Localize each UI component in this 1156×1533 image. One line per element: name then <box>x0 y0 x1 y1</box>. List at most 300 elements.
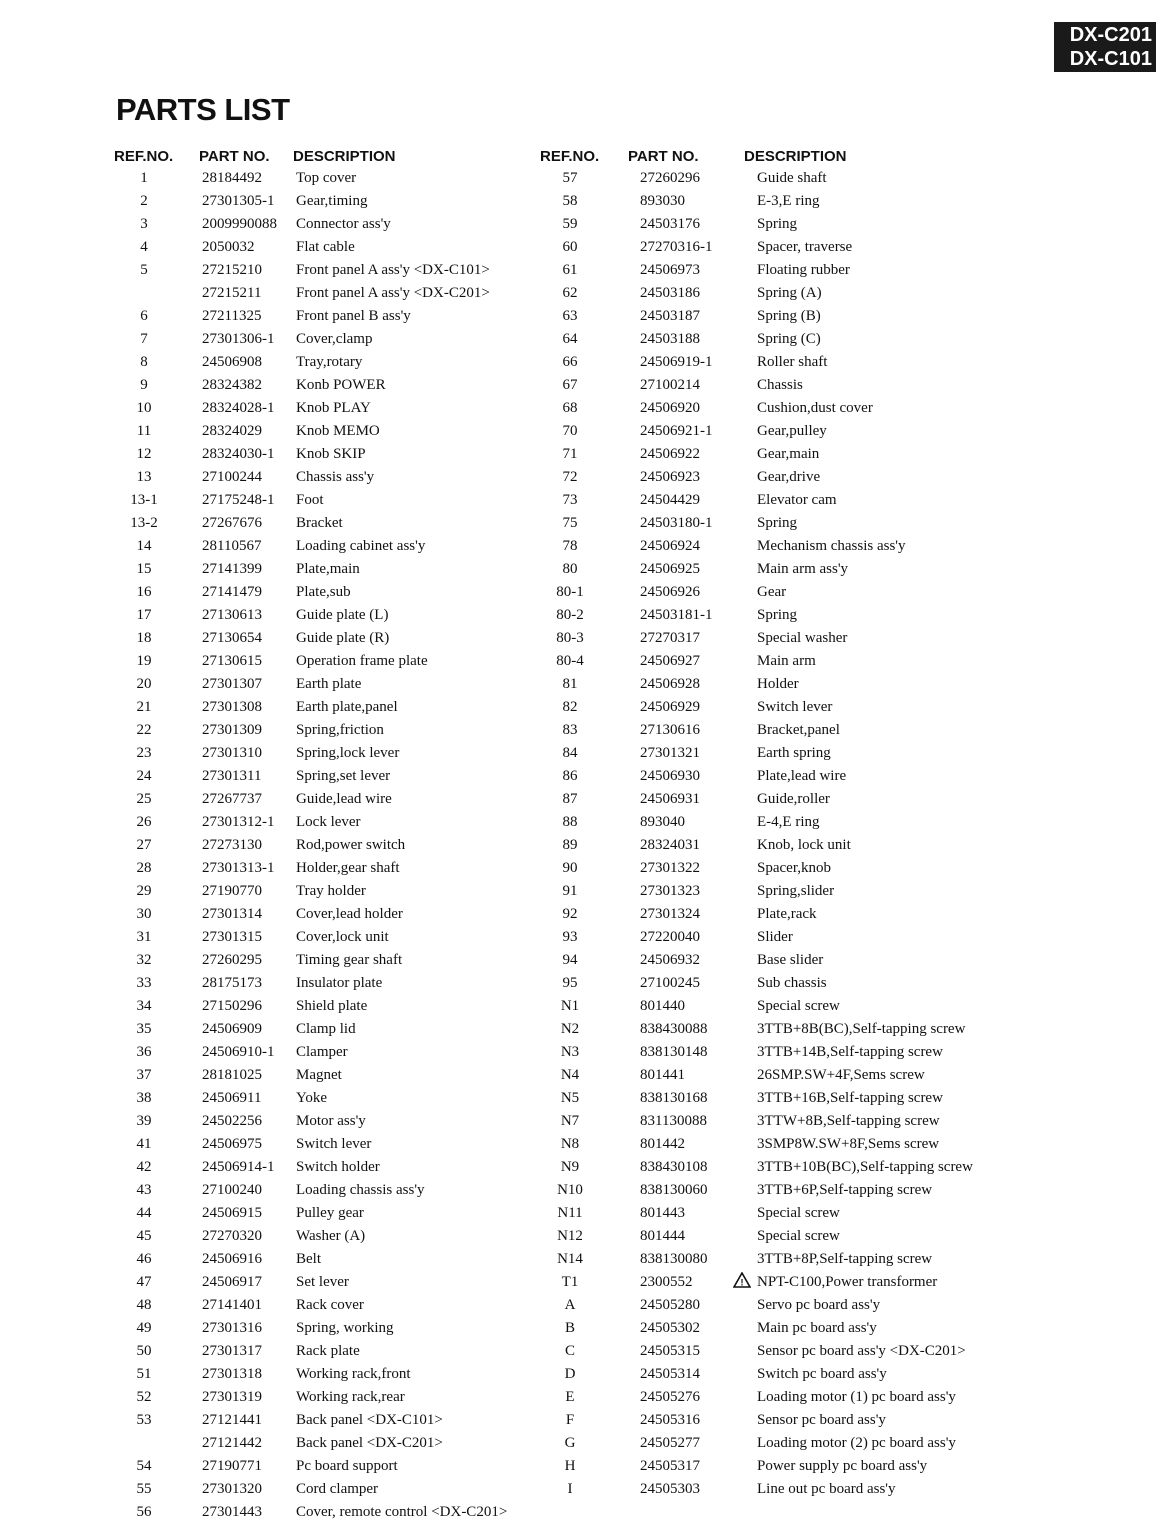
header-part: PART NO. <box>199 148 270 165</box>
description-cell: Spacer,knob <box>757 860 831 876</box>
ref-cell: 89 <box>562 837 578 853</box>
part-number-cell: 24503181-1 <box>640 607 713 623</box>
ref-cell: N12 <box>557 1228 583 1244</box>
description-cell: Spring (A) <box>757 285 822 301</box>
ref-cell: 38 <box>136 1090 152 1106</box>
ref-cell: 46 <box>136 1251 152 1267</box>
part-number-cell: 24506924 <box>640 538 700 554</box>
part-number-cell: 27301314 <box>202 906 262 922</box>
ref-cell: 1 <box>140 170 148 186</box>
ref-cell: 43 <box>136 1182 152 1198</box>
description-cell: Special screw <box>757 998 840 1014</box>
part-number-cell: 2009990088 <box>202 216 277 232</box>
description-cell: Floating rubber <box>757 262 850 278</box>
ref-cell: 75 <box>562 515 578 531</box>
description-cell: Shield plate <box>296 998 368 1014</box>
description-cell: Rod,power switch <box>296 837 406 853</box>
description-cell: Connector ass'y <box>296 216 391 232</box>
description-cell: Line out pc board ass'y <box>757 1481 896 1497</box>
ref-cell: N11 <box>557 1205 583 1221</box>
part-number-cell: 893040 <box>640 814 685 830</box>
description-cell: Pc board support <box>296 1458 398 1474</box>
ref-cell: 2 <box>140 193 148 209</box>
ref-cell: 63 <box>562 308 578 324</box>
ref-cell: H <box>564 1458 576 1474</box>
part-number-cell: 27130654 <box>202 630 262 646</box>
part-number-cell: 28324030-1 <box>202 446 275 462</box>
description-cell: Sensor pc board ass'y <DX-C201> <box>757 1343 966 1359</box>
ref-cell: 93 <box>562 929 578 945</box>
description-cell: Spring,lock lever <box>296 745 400 761</box>
part-number-cell: 24506910-1 <box>202 1044 275 1060</box>
description-cell: Chassis <box>757 377 803 393</box>
ref-cell: N10 <box>557 1182 583 1198</box>
part-number-cell: 27190771 <box>202 1458 262 1474</box>
ref-cell: 66 <box>562 354 578 370</box>
part-number-cell: 27267737 <box>202 791 262 807</box>
ref-cell: N7 <box>560 1113 580 1129</box>
description-cell: Operation frame plate <box>296 653 428 669</box>
part-number-cell: 27301443 <box>202 1504 262 1520</box>
ref-cell: 57 <box>562 170 578 186</box>
ref-cell: D <box>564 1366 576 1382</box>
ref-cell: 83 <box>562 722 578 738</box>
description-cell: Tray holder <box>296 883 366 899</box>
description-cell: Spring, working <box>296 1320 394 1336</box>
ref-cell: 26 <box>136 814 152 830</box>
part-number-cell: 24506927 <box>640 653 700 669</box>
ref-cell: N8 <box>560 1136 580 1152</box>
description-cell: Magnet <box>296 1067 342 1083</box>
part-number-cell: 27260295 <box>202 952 262 968</box>
part-number-cell: 27301320 <box>202 1481 262 1497</box>
description-cell: Power supply pc board ass'y <box>757 1458 928 1474</box>
description-cell: Special washer <box>757 630 848 646</box>
description-cell: 3TTW+8B,Self-tapping screw <box>757 1113 940 1129</box>
ref-cell: 52 <box>136 1389 152 1405</box>
description-cell: Cushion,dust cover <box>757 400 873 416</box>
ref-cell: N3 <box>560 1044 580 1060</box>
part-number-cell: 24506920 <box>640 400 700 416</box>
description-cell: Chassis ass'y <box>296 469 375 485</box>
description-cell: Clamper <box>296 1044 348 1060</box>
ref-cell: 60 <box>562 239 578 255</box>
part-number-cell: 24506923 <box>640 469 700 485</box>
part-number-cell: 893030 <box>640 193 685 209</box>
description-cell: Cover,lock unit <box>296 929 389 945</box>
part-number-cell: 27141479 <box>202 584 262 600</box>
description-cell: Front panel A ass'y <DX-C201> <box>296 285 490 301</box>
ref-cell: N14 <box>557 1251 583 1267</box>
description-cell: Gear,timing <box>296 193 368 209</box>
part-number-cell: 27301318 <box>202 1366 262 1382</box>
description-cell: Spring <box>757 515 798 531</box>
description-cell: 3TTB+16B,Self-tapping screw <box>757 1090 943 1106</box>
description-cell: Front panel A ass'y <DX-C101> <box>296 262 490 278</box>
model-line-1: DX-C201 <box>1069 24 1152 46</box>
description-cell: Gear,main <box>757 446 820 462</box>
header-part: PART NO. <box>628 148 699 165</box>
description-cell: Loading motor (1) pc board ass'y <box>757 1389 956 1405</box>
description-cell: Yoke <box>296 1090 327 1106</box>
part-number-cell: 24506973 <box>640 262 700 278</box>
description-cell: Roller shaft <box>757 354 828 370</box>
part-number-cell: 27301307 <box>202 676 262 692</box>
part-number-cell: 27301310 <box>202 745 262 761</box>
description-cell: Sub chassis <box>757 975 827 991</box>
description-cell: 3TTB+6P,Self-tapping screw <box>757 1182 933 1198</box>
description-cell: Plate,lead wire <box>757 768 847 784</box>
part-number-cell: 24506930 <box>640 768 700 784</box>
part-number-cell: 24505315 <box>640 1343 700 1359</box>
ref-cell: E <box>565 1389 575 1405</box>
description-cell: Loading chassis ass'y <box>296 1182 425 1198</box>
part-number-cell: 27211325 <box>202 308 262 324</box>
ref-cell: 68 <box>562 400 578 416</box>
part-number-cell: 27301313-1 <box>202 860 275 876</box>
ref-cell: 53 <box>136 1412 152 1428</box>
description-cell: Loading motor (2) pc board ass'y <box>757 1435 956 1451</box>
description-cell: Rack cover <box>296 1297 364 1313</box>
ref-cell: 21 <box>136 699 152 715</box>
part-number-cell: 27301315 <box>202 929 262 945</box>
description-cell: 26SMP.SW+4F,Sems screw <box>757 1067 925 1083</box>
description-cell: Knob PLAY <box>296 400 371 416</box>
ref-cell: 72 <box>562 469 578 485</box>
part-number-cell: 27190770 <box>202 883 262 899</box>
description-cell: Insulator plate <box>296 975 383 991</box>
page-title: PARTS LIST <box>116 92 290 127</box>
header-ref: REF.NO. <box>114 148 174 165</box>
ref-cell: 94 <box>562 952 578 968</box>
description-cell: Washer (A) <box>296 1228 366 1244</box>
ref-cell: 5 <box>140 262 148 278</box>
part-number-cell: 24506922 <box>640 446 700 462</box>
ref-cell: 84 <box>562 745 578 761</box>
part-number-cell: 24506911 <box>202 1090 262 1106</box>
description-cell: Elevator cam <box>757 492 837 508</box>
description-cell: Spring,friction <box>296 722 384 738</box>
part-number-cell: 27130613 <box>202 607 262 623</box>
part-number-cell: 24505317 <box>640 1458 700 1474</box>
ref-cell: 15 <box>136 561 152 577</box>
ref-cell: 67 <box>562 377 578 393</box>
description-cell: Foot <box>296 492 324 508</box>
part-number-cell: 27301319 <box>202 1389 262 1405</box>
ref-cell: 6 <box>140 308 148 324</box>
description-cell: Switch pc board ass'y <box>757 1366 887 1382</box>
description-cell: Cover,clamp <box>296 331 373 347</box>
description-cell: Sensor pc board ass'y <box>757 1412 886 1428</box>
part-number-cell: 24506928 <box>640 676 700 692</box>
ref-cell: 4 <box>140 239 148 255</box>
ref-cell: 81 <box>562 676 578 692</box>
ref-cell: 29 <box>136 883 152 899</box>
header-desc: DESCRIPTION <box>293 148 396 165</box>
part-number-cell: 24506915 <box>202 1205 262 1221</box>
part-number-cell: 24506975 <box>202 1136 262 1152</box>
description-cell: Guide shaft <box>757 170 827 186</box>
part-number-cell: 24505302 <box>640 1320 700 1336</box>
part-number-cell: 27141401 <box>202 1297 262 1313</box>
description-cell: Cord clamper <box>296 1481 379 1497</box>
part-number-cell: 24505280 <box>640 1297 700 1313</box>
part-number-cell: 27301312-1 <box>202 814 275 830</box>
part-number-cell: 27270316-1 <box>640 239 713 255</box>
part-number-cell: 27301306-1 <box>202 331 275 347</box>
part-number-cell: 27301316 <box>202 1320 262 1336</box>
safety-warning-icon <box>733 1272 751 1294</box>
part-number-cell: 28324029 <box>202 423 262 439</box>
description-cell: Earth plate <box>296 676 362 692</box>
part-number-cell: 24503176 <box>640 216 700 232</box>
ref-cell: 95 <box>562 975 578 991</box>
part-number-cell: 831130088 <box>640 1113 707 1129</box>
description-cell: Main pc board ass'y <box>757 1320 877 1336</box>
part-number-cell: 838130060 <box>640 1182 708 1198</box>
description-cell: Loading cabinet ass'y <box>296 538 426 554</box>
part-number-cell: 24506914-1 <box>202 1159 275 1175</box>
ref-cell: F <box>565 1412 575 1428</box>
description-cell: Bracket,panel <box>757 722 840 738</box>
ref-cell: N5 <box>560 1090 580 1106</box>
part-number-cell: 27100240 <box>202 1182 262 1198</box>
part-number-cell: 24506931 <box>640 791 700 807</box>
ref-cell: 91 <box>562 883 578 899</box>
ref-cell: 87 <box>562 791 578 807</box>
ref-cell: 47 <box>136 1274 152 1290</box>
part-number-cell: 24505303 <box>640 1481 700 1497</box>
part-number-cell: 801443 <box>640 1205 685 1221</box>
description-cell: Flat cable <box>296 239 355 255</box>
part-number-cell: 28181025 <box>202 1067 262 1083</box>
part-number-cell: 27301323 <box>640 883 700 899</box>
part-number-cell: 24506919-1 <box>640 354 713 370</box>
part-number-cell: 801440 <box>640 998 685 1014</box>
description-cell: Lock lever <box>296 814 361 830</box>
ref-cell: N2 <box>560 1021 580 1037</box>
ref-cell: 30 <box>136 906 152 922</box>
ref-cell: 48 <box>136 1297 152 1313</box>
part-number-cell: 838430088 <box>640 1021 708 1037</box>
part-number-cell: 27301309 <box>202 722 262 738</box>
description-cell: Motor ass'y <box>296 1113 366 1129</box>
ref-cell: 11 <box>136 423 152 439</box>
part-number-cell: 27100214 <box>640 377 700 393</box>
description-cell: Holder <box>757 676 799 692</box>
ref-cell: 61 <box>562 262 578 278</box>
part-number-cell: 24506917 <box>202 1274 262 1290</box>
description-cell: Knob MEMO <box>296 423 380 439</box>
ref-cell: 62 <box>562 285 578 301</box>
ref-cell: B <box>564 1320 575 1336</box>
description-cell: Guide plate (R) <box>296 630 390 646</box>
ref-cell: 8 <box>140 354 148 370</box>
part-number-cell: 24503186 <box>640 285 700 301</box>
header-desc: DESCRIPTION <box>744 148 847 165</box>
ref-cell: 41 <box>136 1136 152 1152</box>
ref-cell: 59 <box>562 216 578 232</box>
ref-cell: 13-2 <box>130 515 158 531</box>
description-cell: Working rack,rear <box>296 1389 405 1405</box>
ref-cell: 80-1 <box>556 584 584 600</box>
description-cell: Spring,slider <box>757 883 835 899</box>
part-number-cell: 24503188 <box>640 331 700 347</box>
ref-cell: 50 <box>136 1343 152 1359</box>
ref-cell: 27 <box>136 837 152 853</box>
part-number-cell: 838130148 <box>640 1044 708 1060</box>
ref-cell: 39 <box>136 1113 152 1129</box>
ref-cell: 20 <box>136 676 152 692</box>
ref-cell: T1 <box>561 1274 579 1290</box>
description-cell: Earth spring <box>757 745 831 761</box>
description-cell: Servo pc board ass'y <box>757 1297 881 1313</box>
part-number-cell: 24506929 <box>640 699 700 715</box>
part-number-cell: 838430108 <box>640 1159 708 1175</box>
ref-cell: 12 <box>136 446 152 462</box>
ref-cell: 3 <box>140 216 148 232</box>
description-cell: Special screw <box>757 1228 840 1244</box>
description-cell: Main arm <box>757 653 816 669</box>
part-number-cell: 27175248-1 <box>202 492 275 508</box>
ref-cell: 88 <box>562 814 578 830</box>
part-number-cell: 27270317 <box>640 630 700 646</box>
description-cell: 3TTB+8B(BC),Self-tapping screw <box>757 1021 966 1037</box>
part-number-cell: 28324382 <box>202 377 262 393</box>
description-cell: Holder,gear shaft <box>296 860 400 876</box>
ref-cell: 80-3 <box>556 630 584 646</box>
ref-cell: 19 <box>136 653 152 669</box>
description-cell: Bracket <box>296 515 343 531</box>
ref-cell: 80-4 <box>556 653 584 669</box>
description-cell: Knob SKIP <box>296 446 366 462</box>
ref-cell: 64 <box>562 331 578 347</box>
ref-cell: C <box>564 1343 575 1359</box>
ref-cell: 80 <box>562 561 578 577</box>
description-cell: Tray,rotary <box>296 354 363 370</box>
description-cell: Belt <box>296 1251 321 1267</box>
part-number-cell: 28324028-1 <box>202 400 275 416</box>
description-cell: Gear <box>757 584 787 600</box>
ref-cell: 18 <box>136 630 152 646</box>
description-cell: Clamp lid <box>296 1021 356 1037</box>
model-line-2: DX-C101 <box>1069 48 1152 70</box>
ref-cell: N9 <box>560 1159 580 1175</box>
part-number-cell: 27100245 <box>640 975 700 991</box>
part-number-cell: 838130168 <box>640 1090 708 1106</box>
description-cell: Knob, lock unit <box>757 837 851 853</box>
ref-cell: 58 <box>562 193 578 209</box>
part-number-cell: 2050032 <box>202 239 255 255</box>
part-number-cell: 838130080 <box>640 1251 708 1267</box>
ref-cell: 36 <box>136 1044 152 1060</box>
description-cell: Plate,rack <box>757 906 817 922</box>
description-cell: Rack plate <box>296 1343 360 1359</box>
part-number-cell: 27301324 <box>640 906 700 922</box>
description-cell: Spring <box>757 607 798 623</box>
part-number-cell: 27301322 <box>640 860 700 876</box>
part-number-cell: 27267676 <box>202 515 262 531</box>
part-number-cell: 24505314 <box>640 1366 700 1382</box>
part-number-cell: 28175173 <box>202 975 262 991</box>
description-cell: 3TTB+8P,Self-tapping screw <box>757 1251 933 1267</box>
part-number-cell: 24505316 <box>640 1412 700 1428</box>
description-cell: Slider <box>757 929 793 945</box>
description-cell: Top cover <box>296 170 357 186</box>
description-cell: Plate,main <box>296 561 360 577</box>
part-number-cell: 27215210 <box>202 262 262 278</box>
ref-cell: 31 <box>136 929 152 945</box>
description-cell: Working rack,front <box>296 1366 411 1382</box>
ref-cell: 37 <box>136 1067 152 1083</box>
ref-cell: 14 <box>136 538 152 554</box>
description-cell: Back panel <DX-C201> <box>296 1435 443 1451</box>
ref-cell: G <box>564 1435 576 1451</box>
description-cell: Spring (C) <box>757 331 821 347</box>
part-number-cell: 24506908 <box>202 354 262 370</box>
description-cell: 3SMP8W.SW+8F,Sems screw <box>757 1136 940 1152</box>
ref-cell: 92 <box>562 906 578 922</box>
part-number-cell: 801441 <box>640 1067 685 1083</box>
description-cell: Special screw <box>757 1205 840 1221</box>
ref-cell: 71 <box>562 446 578 462</box>
ref-cell: 22 <box>136 722 152 738</box>
ref-cell: 42 <box>136 1159 152 1175</box>
ref-cell: 80-2 <box>556 607 584 623</box>
description-cell: Front panel B ass'y <box>296 308 411 324</box>
part-number-cell: 801444 <box>640 1228 685 1244</box>
part-number-cell: 24505277 <box>640 1435 700 1451</box>
ref-cell: 82 <box>562 699 578 715</box>
description-cell: Pulley gear <box>296 1205 364 1221</box>
description-cell: Guide plate (L) <box>296 607 389 623</box>
ref-cell: 73 <box>562 492 578 508</box>
description-cell: Switch lever <box>757 699 833 715</box>
description-cell: Gear,pulley <box>757 423 827 439</box>
part-number-cell: 27301308 <box>202 699 262 715</box>
ref-cell: 45 <box>136 1228 152 1244</box>
ref-cell: 35 <box>136 1021 152 1037</box>
part-number-cell: 27215211 <box>202 285 262 301</box>
ref-cell: 32 <box>136 952 152 968</box>
part-number-cell: 28324031 <box>640 837 700 853</box>
ref-cell: 10 <box>136 400 152 416</box>
part-number-cell: 27141399 <box>202 561 262 577</box>
description-cell: Timing gear shaft <box>296 952 403 968</box>
ref-cell: 16 <box>136 584 152 600</box>
part-number-cell: 27121441 <box>202 1412 262 1428</box>
ref-cell: 54 <box>136 1458 152 1474</box>
ref-cell: 33 <box>136 975 152 991</box>
part-number-cell: 27301305-1 <box>202 193 275 209</box>
part-number-cell: 801442 <box>640 1136 685 1152</box>
description-cell: NPT-C100,Power transformer <box>757 1274 938 1290</box>
description-cell: Spacer, traverse <box>757 239 853 255</box>
description-cell: E-4,E ring <box>757 814 820 830</box>
part-number-cell: 24503180-1 <box>640 515 713 531</box>
description-cell: Set lever <box>296 1274 349 1290</box>
ref-cell: 51 <box>136 1366 152 1382</box>
part-number-cell: 27130615 <box>202 653 262 669</box>
ref-cell: N1 <box>560 998 580 1014</box>
part-number-cell: 24506921-1 <box>640 423 713 439</box>
part-number-cell: 28110567 <box>202 538 262 554</box>
part-number-cell: 27273130 <box>202 837 262 853</box>
description-cell: Konb POWER <box>296 377 386 393</box>
part-number-cell: 27121442 <box>202 1435 262 1451</box>
description-cell: Switch lever <box>296 1136 372 1152</box>
ref-cell: 44 <box>136 1205 152 1221</box>
